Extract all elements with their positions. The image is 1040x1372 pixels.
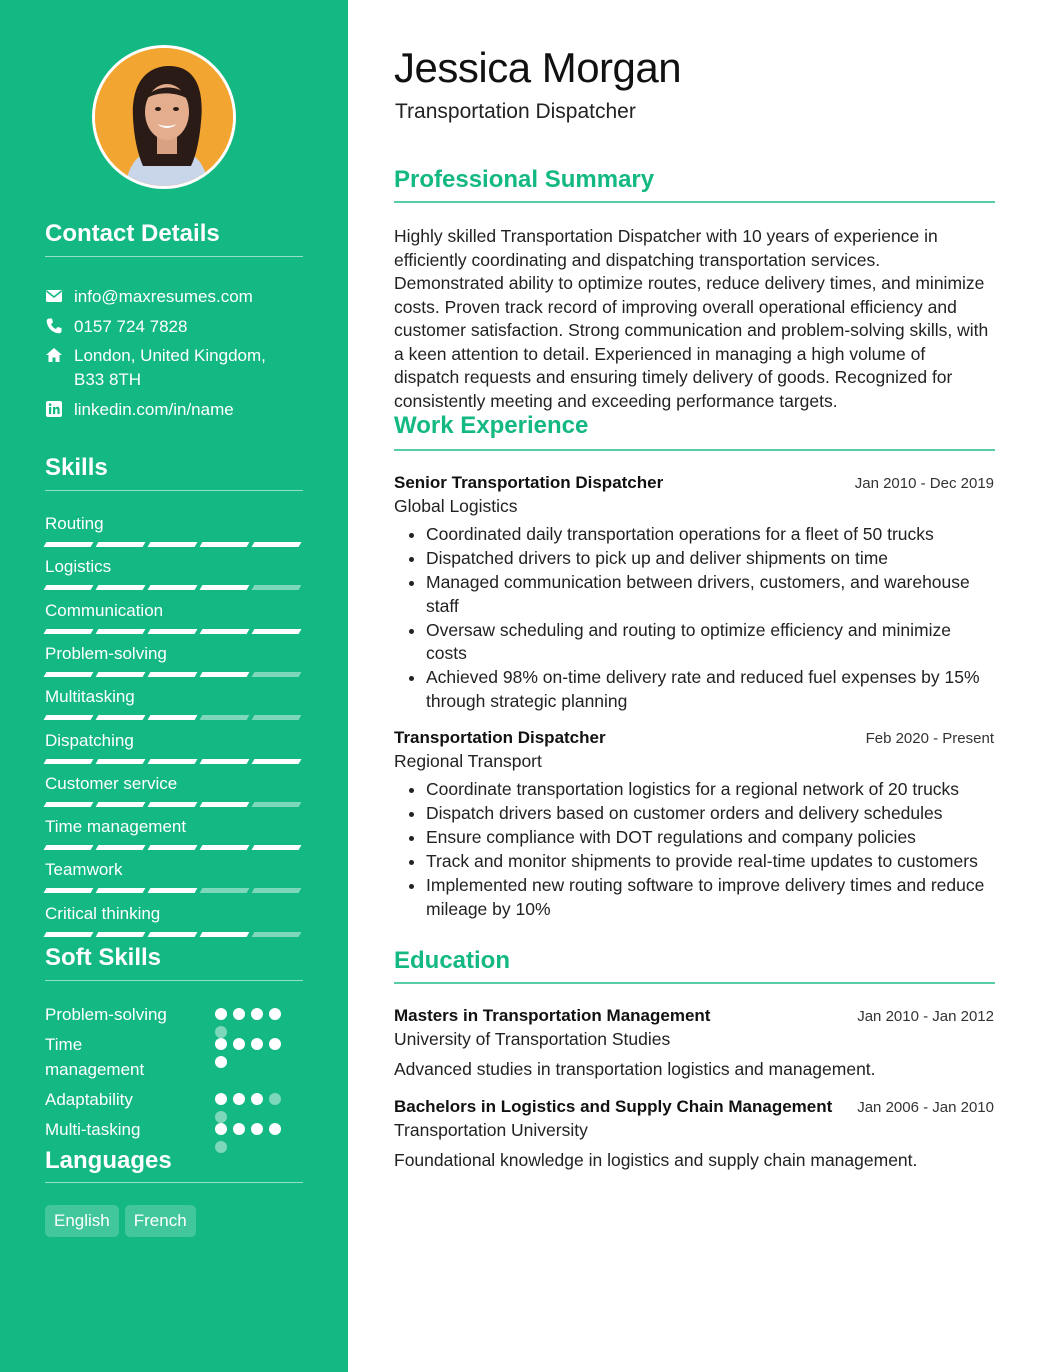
soft-skill-label: Adaptability bbox=[45, 1090, 133, 1109]
soft-skill-meter bbox=[215, 1038, 287, 1068]
soft-skill-label: Multi-tasking bbox=[45, 1120, 141, 1139]
contact-email[interactable] bbox=[45, 285, 253, 309]
skill-bar-filled bbox=[200, 585, 250, 590]
skill-bar-filled bbox=[148, 585, 198, 590]
skill-bar-empty bbox=[252, 888, 302, 893]
skill-meter bbox=[45, 932, 303, 937]
skill-bar-empty bbox=[200, 715, 250, 720]
skill-bar-filled bbox=[148, 932, 198, 937]
skill-meter bbox=[45, 759, 303, 764]
skill-bar-filled bbox=[252, 759, 302, 764]
skill-bar-filled bbox=[252, 845, 302, 850]
soft-skill-item bbox=[45, 1002, 303, 1027]
skill-bar-filled bbox=[96, 932, 146, 937]
phone-text: 0157 724 7828 bbox=[74, 317, 188, 336]
education-divider bbox=[394, 982, 995, 984]
skill-item bbox=[45, 556, 303, 590]
degree-description: Foundational knowledge in logistics and supply chain management. bbox=[394, 1150, 918, 1170]
skill-bar-filled bbox=[148, 759, 198, 764]
skill-item bbox=[45, 859, 303, 893]
skill-bar-filled bbox=[44, 672, 94, 677]
skill-bar-filled bbox=[44, 888, 94, 893]
skill-bar-filled bbox=[200, 672, 250, 677]
job-company: Regional Transport bbox=[394, 751, 542, 771]
job-bullet: • Managed communication between drivers, customers, and warehouse staff bbox=[426, 571, 994, 618]
skills-title: Skills bbox=[45, 454, 108, 481]
job-bullet: • Dispatch drivers based on customer orders and delivery schedules bbox=[426, 802, 994, 826]
rating-dot-filled bbox=[233, 1123, 245, 1135]
rating-dot-filled bbox=[251, 1008, 263, 1020]
school-name: University of Transportation Studies bbox=[394, 1029, 671, 1049]
contact-address bbox=[45, 344, 266, 392]
skill-meter bbox=[45, 629, 303, 634]
job-bullets bbox=[394, 523, 994, 713]
skill-label: Dispatching bbox=[45, 730, 134, 750]
skill-item bbox=[45, 816, 303, 850]
address-text bbox=[74, 344, 266, 392]
skill-meter bbox=[45, 845, 303, 850]
rating-dot-filled bbox=[269, 1123, 281, 1135]
degree-date: Jan 2010 - Jan 2012 bbox=[857, 1008, 994, 1025]
email-text: info@maxresumes.com bbox=[74, 287, 253, 306]
skill-bar-filled bbox=[44, 542, 94, 547]
language-tag: English bbox=[45, 1205, 119, 1237]
job-bullets bbox=[394, 778, 994, 921]
contact-divider bbox=[45, 256, 303, 257]
skill-bar-filled bbox=[96, 542, 146, 547]
skill-bar-filled bbox=[96, 759, 146, 764]
rating-dot-filled bbox=[215, 1093, 227, 1105]
summary-divider bbox=[394, 201, 995, 203]
skill-bar-empty bbox=[252, 585, 302, 590]
job-bullet: • Dispatched drivers to pick up and deliver shipments on time bbox=[426, 547, 994, 571]
skill-bar-empty bbox=[252, 672, 302, 677]
skill-bar-filled bbox=[148, 629, 198, 634]
skill-item bbox=[45, 513, 303, 547]
skill-bar-filled bbox=[96, 585, 146, 590]
skill-bar-filled bbox=[44, 585, 94, 590]
rating-dot-filled bbox=[233, 1008, 245, 1020]
skill-bar-filled bbox=[252, 629, 302, 634]
candidate-role: Transportation Dispatcher bbox=[395, 100, 636, 123]
job-bullet: • Coordinate transportation logistics for a regional network of 20 trucks bbox=[426, 778, 994, 802]
profile-photo-illustration bbox=[95, 48, 236, 189]
contact-title: Contact Details bbox=[45, 220, 220, 247]
job-entry bbox=[394, 473, 994, 714]
skill-item bbox=[45, 730, 303, 764]
rating-dot-filled bbox=[215, 1038, 227, 1050]
rating-dot-filled bbox=[251, 1123, 263, 1135]
rating-dot-filled bbox=[215, 1008, 227, 1020]
soft-skill-item bbox=[45, 1117, 303, 1142]
skill-bar-filled bbox=[96, 672, 146, 677]
rating-dot-empty bbox=[215, 1141, 227, 1153]
rating-dot-empty bbox=[269, 1093, 281, 1105]
skill-item bbox=[45, 903, 303, 937]
skills-divider bbox=[45, 490, 303, 491]
degree-title: Bachelors in Logistics and Supply Chain Management bbox=[394, 1097, 833, 1116]
skill-bar-filled bbox=[200, 759, 250, 764]
skill-label: Critical thinking bbox=[45, 903, 161, 923]
skill-meter bbox=[45, 585, 303, 590]
languages-divider bbox=[45, 1182, 303, 1183]
summary-title: Professional Summary bbox=[394, 166, 655, 193]
soft-skill-label: Problem-solving bbox=[45, 1005, 167, 1024]
skill-label: Customer service bbox=[45, 773, 178, 793]
skill-label: Teamwork bbox=[45, 860, 123, 880]
soft-skills-divider bbox=[45, 980, 303, 981]
job-date: Jan 2010 - Dec 2019 bbox=[854, 475, 994, 492]
education-entry bbox=[394, 1006, 994, 1080]
language-tag: French bbox=[125, 1205, 196, 1237]
skill-bar-empty bbox=[252, 802, 302, 807]
job-bullet: • Oversaw scheduling and routing to optimize efficiency and minimize costs bbox=[426, 619, 994, 666]
phone-icon bbox=[45, 317, 63, 335]
envelope-icon bbox=[45, 287, 63, 305]
soft-skill-item bbox=[45, 1032, 303, 1082]
sidebar bbox=[0, 0, 348, 1372]
candidate-name: Jessica Morgan bbox=[394, 44, 682, 91]
skill-label: Communication bbox=[45, 600, 164, 620]
languages-list bbox=[45, 1205, 196, 1237]
skill-item bbox=[45, 643, 303, 677]
skill-label: Logistics bbox=[45, 557, 112, 577]
skill-bar-filled bbox=[200, 802, 250, 807]
job-date: Feb 2020 - Present bbox=[865, 730, 994, 747]
skill-item bbox=[45, 600, 303, 634]
skill-bar-filled bbox=[148, 802, 198, 807]
skill-bar-filled bbox=[200, 542, 250, 547]
home-icon bbox=[45, 346, 63, 364]
job-bullet: • Achieved 98% on-time delivery rate and reduced fuel expenses by 15% through strategic planning bbox=[426, 666, 994, 713]
soft-skill-item bbox=[45, 1087, 303, 1112]
address-line-1: London, United Kingdom, bbox=[74, 346, 266, 365]
skill-bar-filled bbox=[148, 672, 198, 677]
skill-bar-filled bbox=[44, 629, 94, 634]
rating-dot-filled bbox=[251, 1038, 263, 1050]
skill-bar-filled bbox=[44, 715, 94, 720]
degree-title: Masters in Transportation Management bbox=[394, 1006, 711, 1025]
soft-skill-label: Time management bbox=[45, 1035, 145, 1079]
skill-bar-filled bbox=[200, 845, 250, 850]
job-entry bbox=[394, 728, 994, 922]
skill-bar-filled bbox=[96, 629, 146, 634]
skill-bar-filled bbox=[148, 715, 198, 720]
job-bullet: • Implemented new routing software to improve delivery times and reduce mileage by 10% bbox=[426, 874, 994, 921]
job-title: Senior Transportation Dispatcher bbox=[394, 473, 664, 492]
languages-title: Languages bbox=[45, 1147, 172, 1174]
school-name: Transportation University bbox=[394, 1120, 588, 1140]
address-line-2: B33 8TH bbox=[74, 370, 142, 389]
rating-dot-filled bbox=[269, 1038, 281, 1050]
skill-bar-filled bbox=[44, 932, 94, 937]
degree-description: Advanced studies in transportation logistics and management. bbox=[394, 1059, 876, 1079]
skill-meter bbox=[45, 888, 303, 893]
soft-skill-meter bbox=[215, 1123, 287, 1153]
skill-bar-filled bbox=[252, 542, 302, 547]
job-bullet: • Track and monitor shipments to provide real-time updates to customers bbox=[426, 850, 994, 874]
skill-bar-filled bbox=[200, 932, 250, 937]
skill-bar-filled bbox=[148, 888, 198, 893]
job-company: Global Logistics bbox=[394, 496, 518, 516]
skill-item bbox=[45, 773, 303, 807]
skill-item bbox=[45, 686, 303, 720]
education-title: Education bbox=[394, 947, 511, 974]
skill-bar-empty bbox=[252, 715, 302, 720]
skill-meter bbox=[45, 802, 303, 807]
skill-bar-filled bbox=[148, 542, 198, 547]
job-title: Transportation Dispatcher bbox=[394, 728, 606, 747]
skill-label: Multitasking bbox=[45, 687, 135, 707]
contact-linkedin[interactable] bbox=[45, 398, 234, 422]
skill-label: Time management bbox=[45, 817, 187, 837]
skill-bar-filled bbox=[44, 845, 94, 850]
skill-bar-filled bbox=[96, 888, 146, 893]
rating-dot-filled bbox=[233, 1093, 245, 1105]
skill-bar-filled bbox=[148, 845, 198, 850]
skill-bar-filled bbox=[200, 629, 250, 634]
rating-dot-filled bbox=[215, 1056, 227, 1068]
experience-divider bbox=[394, 449, 995, 451]
contact-phone[interactable] bbox=[45, 315, 187, 339]
education-entry bbox=[394, 1097, 994, 1171]
degree-date: Jan 2006 - Jan 2010 bbox=[857, 1099, 994, 1116]
skill-bar-empty bbox=[200, 888, 250, 893]
skill-bar-filled bbox=[96, 845, 146, 850]
skill-bar-filled bbox=[44, 802, 94, 807]
skill-label: Problem-solving bbox=[45, 643, 167, 663]
rating-dot-filled bbox=[233, 1038, 245, 1050]
skill-meter bbox=[45, 672, 303, 677]
experience-title: Work Experience bbox=[394, 412, 589, 439]
skill-bar-filled bbox=[96, 715, 146, 720]
job-bullet: • Coordinated daily transportation operations for a fleet of 50 trucks bbox=[426, 523, 994, 547]
rating-dot-filled bbox=[251, 1093, 263, 1105]
job-bullet: • Ensure compliance with DOT regulations and company policies bbox=[426, 826, 994, 850]
summary-text: Highly skilled Transportation Dispatcher with 10 years of experience in efficiently coordinating and dispatching transportation services. Demonstrated ability to optimize routes, reduce delivery times, and minimize costs. Proven track record of improving overall operational efficiency and customer satisfaction. Strong communication and problem-solving skills, with a keen attention to detail. Experienced in managing a high volume of dispatch requests and ensuring timely delivery of goods. Recognized for consistently meeting and exceeding performance targets. bbox=[394, 226, 989, 411]
linkedin-text: linkedin.com/in/name bbox=[74, 400, 234, 419]
soft-skills-title: Soft Skills bbox=[45, 944, 162, 971]
rating-dot-filled bbox=[269, 1008, 281, 1020]
linkedin-icon bbox=[45, 400, 63, 418]
skill-meter bbox=[45, 715, 303, 720]
skill-bar-filled bbox=[96, 802, 146, 807]
skill-bar-empty bbox=[252, 932, 302, 937]
profile-photo bbox=[92, 45, 236, 189]
rating-dot-filled bbox=[215, 1123, 227, 1135]
skill-bar-filled bbox=[44, 759, 94, 764]
skill-meter bbox=[45, 542, 303, 547]
skill-label: Routing bbox=[45, 514, 104, 533]
